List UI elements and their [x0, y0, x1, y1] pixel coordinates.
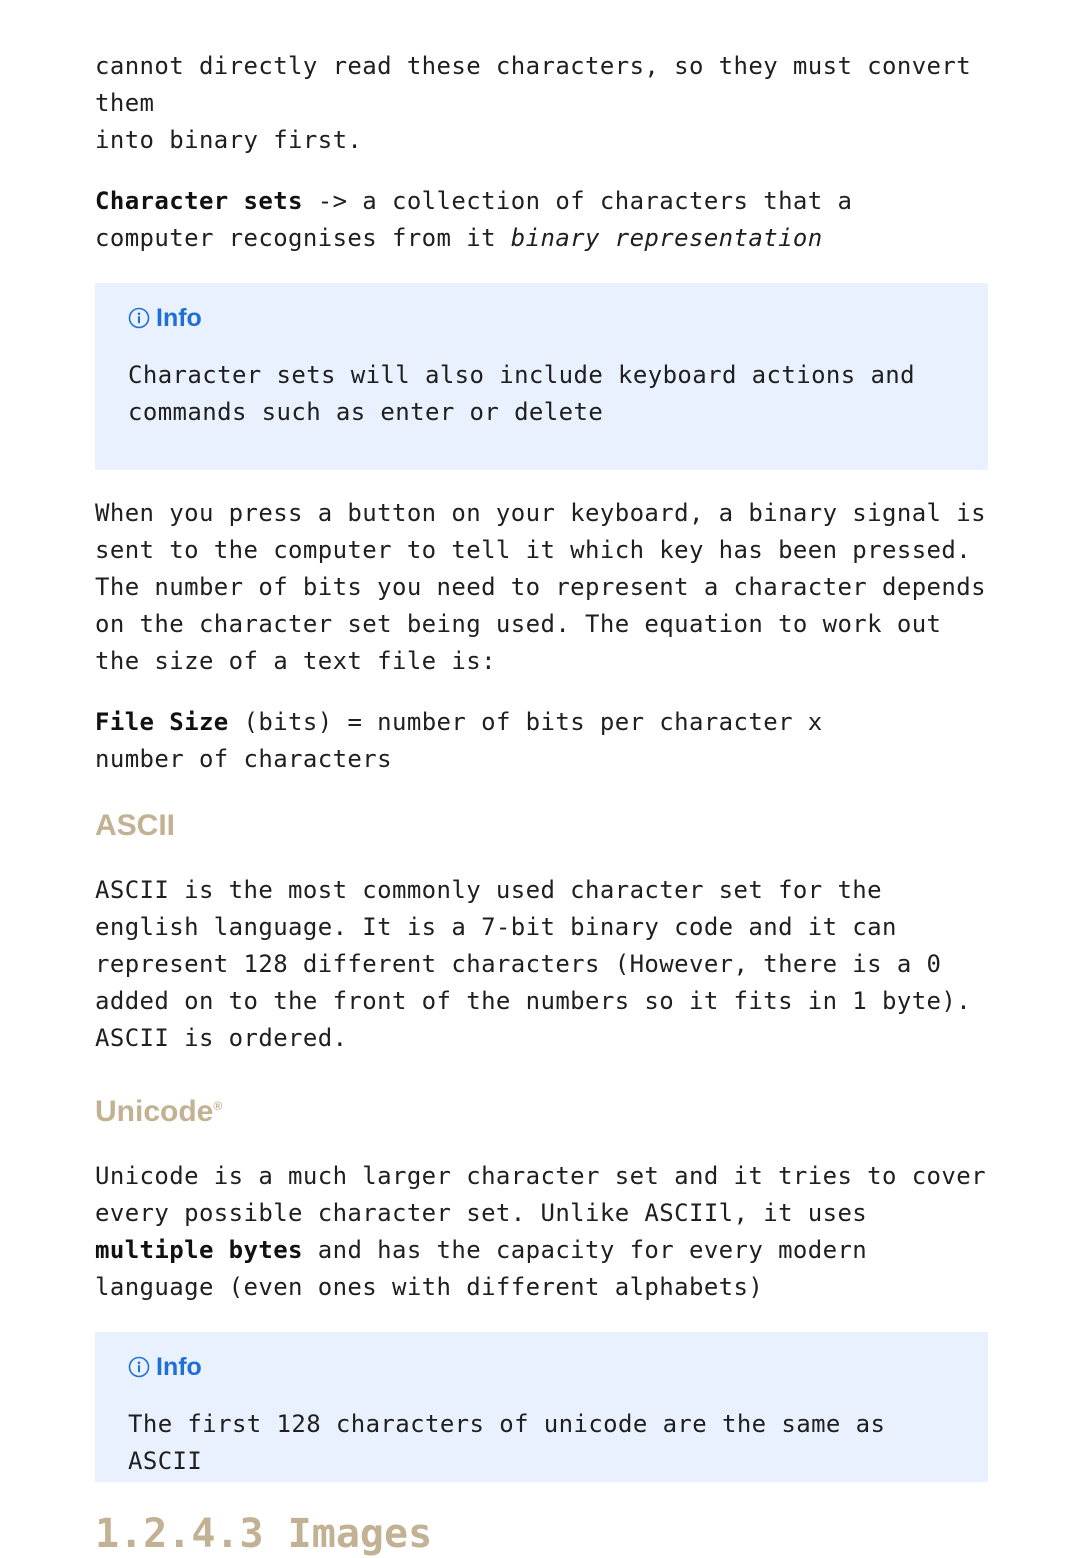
info-callout-body: Character sets will also include keyboard actions and commands such as enter or delete: [128, 361, 916, 426]
info-callout-title: [128, 301, 956, 335]
character-sets-definition: [95, 183, 915, 257]
unicode-text-b: and has the capacity for every modern language (even ones with different alphabets): [95, 1236, 868, 1301]
file-size-formula: [95, 704, 895, 778]
info-circle-icon: [128, 1356, 150, 1378]
ascii-heading: ASCII: [95, 809, 176, 842]
unicode-paragraph: [95, 1158, 988, 1306]
keyboard-paragraph: [95, 495, 988, 680]
definition-term: Character sets: [95, 187, 303, 215]
unicode-heading: [95, 1088, 988, 1130]
registered-mark: ®: [213, 1099, 223, 1113]
info-title-text: Info: [156, 303, 202, 332]
info-callout-unicode: [95, 1332, 988, 1482]
info-callout-title-2: [128, 1350, 956, 1384]
intro-line-2: into binary first.: [95, 126, 363, 154]
formula-text: (bits) = number of bits per character x number of characters: [95, 708, 823, 773]
keyboard-text: When you press a button on your keyboard, a binary signal is sent to the computer to tell it which key has been pressed.: [95, 499, 986, 564]
definition-italic: binary representation: [510, 224, 823, 252]
ascii-paragraph: ASCII is the most commonly used character set for the english language. It is a 7-bit binary code and it can represent 128 different characters (However, there is a 0 added on to the front of the numbers so it fits in 1 byte). ASCII is ordered.: [95, 876, 972, 1052]
info-callout-character-sets: [95, 283, 988, 470]
intro-line-1: cannot directly read these characters, so they must convert them: [95, 52, 972, 117]
info-callout-body-2: The first 128 characters of unicode are the same as ASCII: [128, 1410, 886, 1475]
intro-paragraph: [95, 48, 988, 159]
unicode-bold-text: multiple bytes: [95, 1236, 303, 1264]
document-page: [95, 48, 988, 1558]
unicode-heading-text: Unicode: [95, 1095, 214, 1128]
info-title-text-2: Info: [156, 1352, 202, 1381]
bits-text: The number of bits you need to represent a character depends on the character set being used. The equation to work out the size of a text file is:: [95, 573, 986, 675]
definition-text: -> a collection of characters that a computer recognises from it: [95, 187, 853, 252]
formula-term: File Size: [95, 708, 229, 736]
unicode-text-a: Unicode is a much larger character set and it tries to cover every possible character set. Unlike ASCIIl, it uses: [95, 1162, 986, 1227]
images-section-heading: 1.2.4.3 Images: [95, 1511, 433, 1557]
info-circle-icon: [128, 307, 150, 329]
